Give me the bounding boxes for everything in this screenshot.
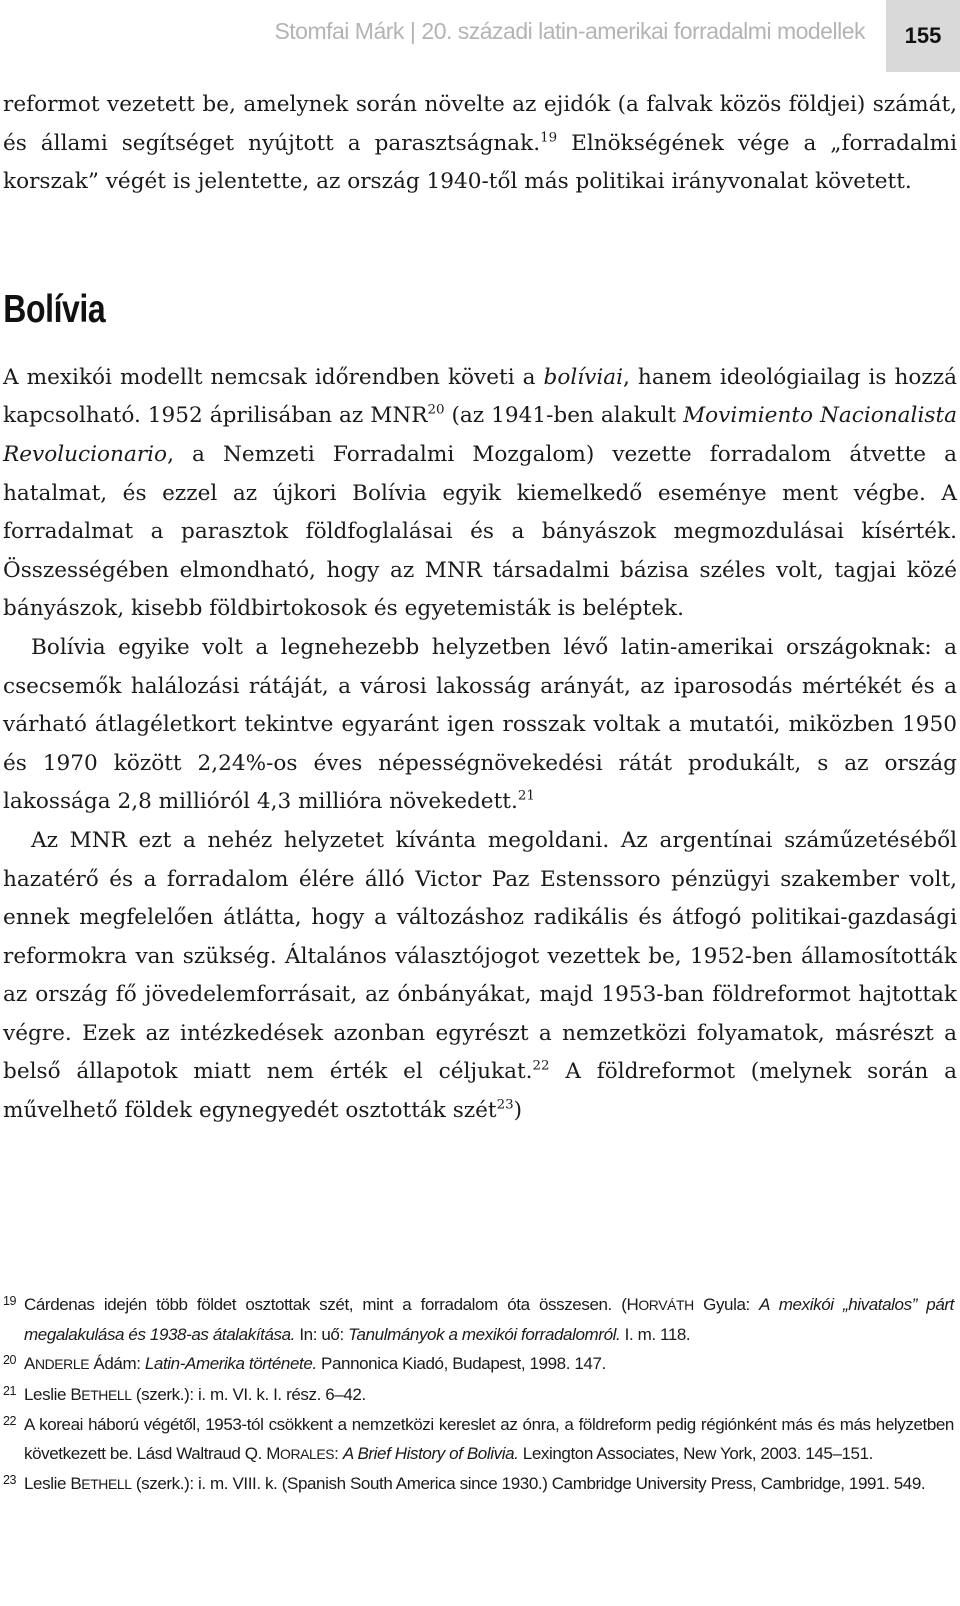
section-heading: Bolívia xyxy=(3,287,106,331)
footnote-author-smallcaps: ORALES xyxy=(280,1446,335,1463)
paragraph-1 xyxy=(0,359,957,629)
footnote-text: Leslie xyxy=(24,1474,71,1494)
p3-text-c: ) xyxy=(513,1098,523,1124)
footnote-22 xyxy=(0,1410,954,1469)
intro-paragraph xyxy=(0,86,957,202)
footnote-text: I. m. 118. xyxy=(620,1325,691,1345)
intro-text-cont: Elnökségének vége a „forradalmi korszak” végét is jelentette, az ország 1940-től más politikai irányvonalat követett. xyxy=(3,130,957,195)
footnote-text: (szerk.): i. m. VIII. k. (Spanish South America since 1930.) Cambridge University Press, Cambridge, 1991. 549. xyxy=(131,1474,926,1494)
page-number-box xyxy=(886,0,960,72)
footnote-ref-22[interactable]: 22 xyxy=(532,1059,550,1075)
footnote-number: 21 xyxy=(3,1383,17,1398)
p1-text-a: A mexikói modellt nemcsak időrendben követi a xyxy=(3,364,544,390)
footnote-text: Pannonica Kiadó, Budapest, 1998. 147. xyxy=(316,1354,606,1374)
main-content xyxy=(0,86,960,1131)
footnote-20 xyxy=(0,1349,954,1379)
footnote-text: Ádám: xyxy=(89,1354,145,1374)
running-head-title: 20. századi latin-amerikai forradalmi modellek xyxy=(421,18,865,44)
page-number: 155 xyxy=(904,23,942,48)
paragraph-3 xyxy=(0,822,957,1131)
footnote-title: Tanulmányok a mexikói forradalomról. xyxy=(348,1325,621,1345)
footnote-author-smallcaps: ETHELL xyxy=(81,1476,132,1493)
footnote-title: A mexikói „hivatalos” párt megalakulása és 1938-as átalakítása. xyxy=(24,1295,954,1345)
footnote-author-initial: H xyxy=(626,1295,639,1314)
footnotes xyxy=(0,1290,960,1499)
page-header xyxy=(0,0,960,72)
footnote-number: 19 xyxy=(3,1294,17,1308)
footnote-number: 20 xyxy=(3,1353,17,1368)
footnote-author-smallcaps: ETHELL xyxy=(81,1386,132,1403)
footnote-text: Lexington Associates, New York, 2003. 145–151. xyxy=(518,1444,873,1464)
footnote-number: 22 xyxy=(3,1413,17,1428)
footnote-ref-19[interactable]: 19 xyxy=(540,130,558,146)
footnote-author-initial: M xyxy=(266,1444,281,1464)
footnote-23 xyxy=(0,1469,954,1499)
footnote-21 xyxy=(0,1380,954,1410)
p2-text: Bolívia egyike volt a legnehezebb helyzetben lévő latin-amerikai országoknak: a csecsemők halálozási rátáját, a városi lakosság arányát, az iparosodás mértékét és a várható átlagéletkort tekintve egyaránt igen rosszak voltak a mutatói, miközben 1950 és 1970 között 2,24%-os éves népességnövekedési rátát produkált, s az ország lakossága 2,8 millióról 4,3 millióra növekedett. xyxy=(3,634,957,815)
running-head xyxy=(274,18,865,45)
footnote-title: Latin-Amerika története. xyxy=(144,1354,317,1374)
footnote-ref-23[interactable]: 23 xyxy=(496,1097,514,1113)
footnote-text: (szerk.): i. m. VI. k. I. rész. 6–42. xyxy=(131,1384,366,1404)
footnote-title: A Brief History of Bolivia. xyxy=(342,1444,519,1464)
p3-text-b: A földreformot (melynek során a művelhető földek egynegyedét osztották szét xyxy=(3,1059,958,1124)
p3-text-a: Az MNR ezt a nehéz helyzetet kívánta megoldani. Az argentínai száműzetéséből hazatérő és a forradalom élére álló Victor Paz Estenssoro pénzügyi szakember volt, ennek megfelelően átlátta, hogy a változáshoz radikális és átfogó politikai-gazdasági reformokra van szükség. Általános választójogot vezettek be, 1952-ben államosították az ország fő jövedelemforrásait, az ónbányákat, majd 1953-ban földreformot hajtottak végre. Ezek az intézkedések azonban egyrészt a nemzetközi folyamatok, másrészt a belső állapotok miatt nem érték el céljukat. xyxy=(3,827,957,1085)
footnote-19 xyxy=(0,1290,954,1349)
p1-italic-a: bolíviai xyxy=(543,364,624,390)
p1-text-b: , hanem ideológiailag is hozzá kapcsolható. 1952 áprilisában az MNR xyxy=(3,364,957,429)
intro-text: reformot vezetett be, amelynek során növelte az ejidók (a falvak közös földjei) számát, és állami segítséget nyújtott a parasztságnak. xyxy=(3,92,957,156)
running-head-separator: | xyxy=(409,18,416,44)
footnote-text: Cárdenas idején több földet osztottak szét, mint a forradalom óta összesen. ( xyxy=(24,1295,627,1314)
footnote-text: Leslie xyxy=(24,1384,71,1404)
running-head-author: Stomfai Márk xyxy=(274,18,404,44)
footnote-author-smallcaps: NDERLE xyxy=(34,1356,90,1373)
footnote-text: Gyula: xyxy=(693,1295,760,1314)
footnote-author-smallcaps: ORVÁTH xyxy=(638,1297,694,1313)
footnote-ref-21[interactable]: 21 xyxy=(517,789,535,805)
p1-text-d: , a Nemzeti Forradalmi Mozgalom) vezette forradalom átvette a hatalmat, és ezzel az újkori Bolívia egyik kiemelkedő eseménye ment végbe. A forradalmat a parasztok földfoglalásai és a bányászok megmozdulásai kísérték. Összességében elmondható, hogy az MNR társadalmi bázisa széles volt, tagjai közé bányászok, kisebb földbirtokosok és egyetemisták is beléptek. xyxy=(3,441,957,622)
p1-italic-c: Movimiento Nacionalista Revolucionario xyxy=(3,403,957,467)
p1-text-c: (az 1941-ben alakult xyxy=(444,403,684,429)
footnote-author-initial: A xyxy=(24,1354,35,1374)
paragraph-2 xyxy=(0,629,957,822)
footnote-text: In: uő: xyxy=(295,1325,349,1345)
footnote-author-initial: B xyxy=(70,1474,82,1494)
footnote-text: : xyxy=(334,1444,343,1464)
footnote-author-initial: B xyxy=(70,1384,82,1404)
footnote-number: 23 xyxy=(3,1473,17,1488)
footnote-ref-20[interactable]: 20 xyxy=(427,403,445,419)
footnote-text: A koreai háború végétől, 1953-tól csökkent a nemzetközi kereslet az ónra, a földreform pedig régiónként más és más helyzetben következett be. Lásd Waltraud Q. xyxy=(24,1414,954,1464)
